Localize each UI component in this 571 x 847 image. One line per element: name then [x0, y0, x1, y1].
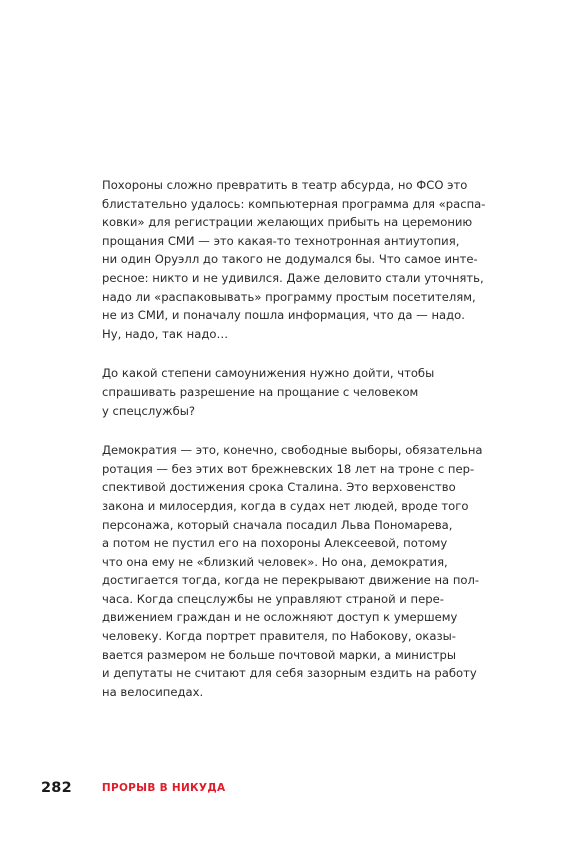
text-line: ресное: никто и не удивился. Даже деловито стали уточнять, [102, 270, 484, 285]
text-line: персонажа, который сначала посадил Льва Пономарева, [102, 517, 453, 532]
text-line: ни один Оруэлл до такого не додумался бы. Что самое инте- [102, 252, 478, 267]
text-line: человеку. Когда портрет правителя, по Набокову, оказы- [102, 629, 456, 644]
text-line: Похороны сложно превратить в театр абсурда, но ФСО это [102, 178, 468, 192]
text-line: Демократия — это, конечно, свободные выборы, обязательна [102, 443, 483, 458]
text-line: движением граждан и не осложняют доступ к умершему [102, 610, 458, 625]
body-text [102, 176, 486, 722]
text-line: вается размером не больше почтовой марки, а министры [102, 647, 457, 662]
page-footer [41, 778, 225, 798]
text-line: на велосипедах. [102, 684, 204, 699]
text-line: блистательно удалось: компьютерная программа для «распа- [102, 196, 486, 211]
text-line: прощания СМИ — это какая-то технотронная антиутопия, [102, 233, 460, 248]
text-line: у спецслужбы? [102, 403, 196, 418]
running-title: ПРОРЫВ В НИКУДА [101, 782, 226, 794]
paragraph-3 [102, 441, 482, 701]
text-line: спективой достижения срока Сталина. Это верховенство [102, 480, 456, 495]
text-line: ротация — без этих вот брежневских 18 лет на троне с пер- [102, 461, 475, 476]
text-line: часа. Когда спецслужбы не управляют страной и пере- [102, 591, 444, 606]
text-line: а потом не пустил его на похороны Алексеевой, потому [102, 536, 448, 551]
text-line: достигается тогда, когда не перекрывают движение на пол- [102, 573, 480, 588]
page-number: 282 [41, 780, 72, 796]
text-line: закона и милосердия, когда в судах нет людей, вроде того [102, 498, 469, 513]
text-line: не из СМИ, и поначалу пошла информация, что да — надо. [102, 308, 465, 323]
text-line: До какой степени самоунижения нужно дойти, чтобы [102, 366, 435, 381]
text-line: Ну, надо, так надо… [102, 326, 229, 341]
paragraph-2 [102, 364, 482, 420]
paragraph-1 [102, 176, 486, 343]
text-line: что она ему не «близкий человек». Но она, демократия, [102, 554, 448, 569]
text-line: ковки» для регистрации желающих прибыть на церемонию [102, 215, 473, 230]
text-line: надо ли «распаковывать» программу простым посетителям, [102, 289, 476, 304]
text-line: и депутаты не считают для себя зазорным ездить на работу [102, 666, 477, 681]
text-line: спрашивать разрешение на прощание с человеком [102, 384, 419, 399]
